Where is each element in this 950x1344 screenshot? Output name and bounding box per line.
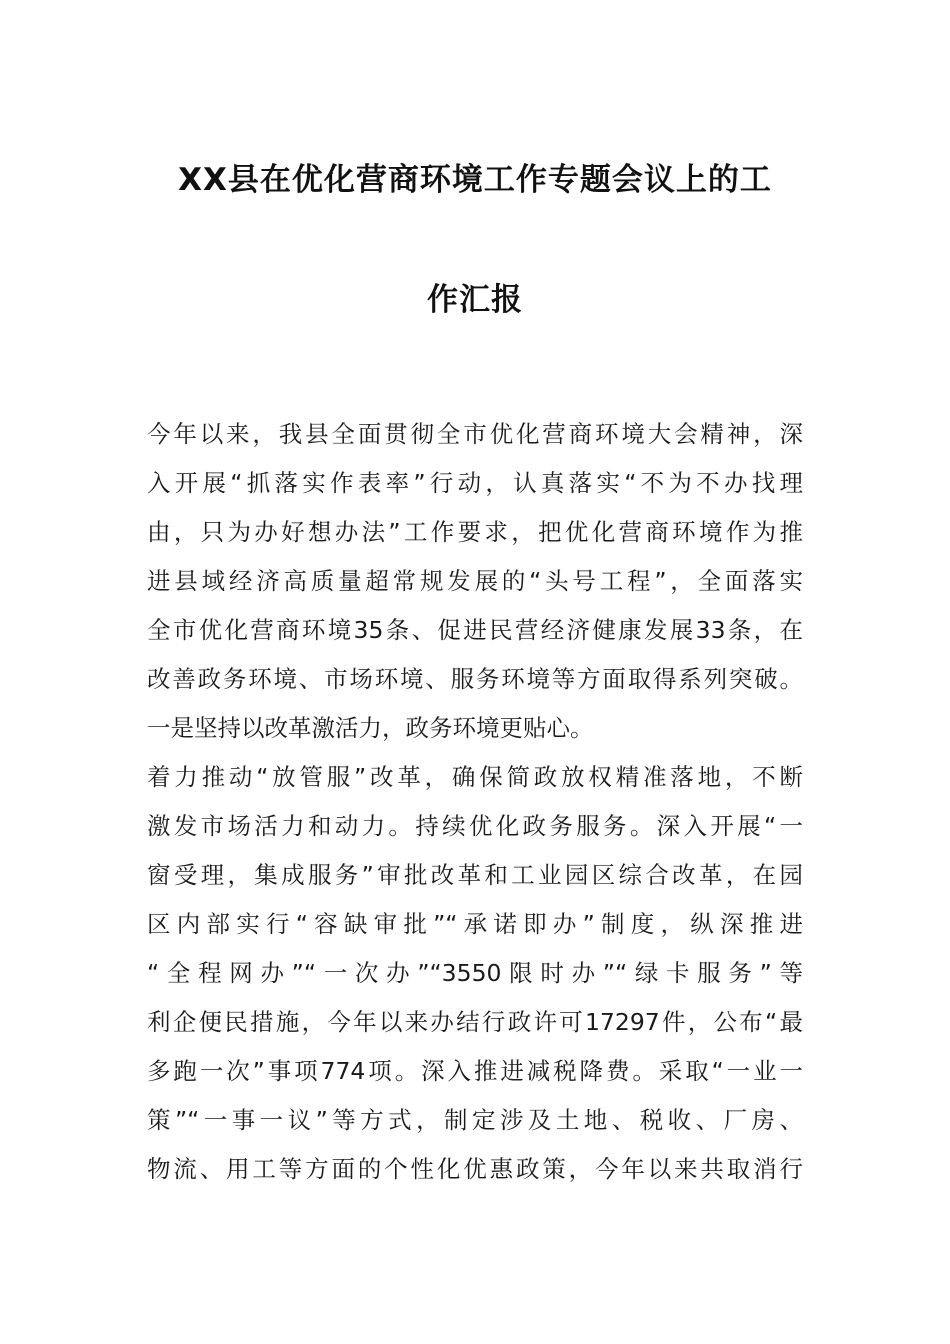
body-line: 由，只为办好想办法”工作要求，把优化营商环境作为推 bbox=[147, 518, 803, 546]
document-title-line-2: 作汇报 bbox=[427, 282, 523, 318]
body-line: 多跑一次”事项774项。深入推进减税降费。采取“一业一 bbox=[147, 1057, 803, 1085]
body-line: 今年以来，我县全面贯彻全市优化营商环境大会精神，深 bbox=[147, 420, 803, 448]
body-line: 利企便民措施，今年以来办结行政许可17297件，公布“最 bbox=[147, 1008, 803, 1036]
body-line: 进县域经济高质量超常规发展的“头号工程”，全面落实 bbox=[147, 567, 803, 595]
body-line: 物流、用工等方面的个性化优惠政策，今年以来共取消行 bbox=[147, 1155, 803, 1183]
body-line: 着力推动“放管服”改革，确保简政放权精准落地，不断 bbox=[147, 763, 803, 791]
body-line: 改善政务环境、市场环境、服务环境等方面取得系列突破。 bbox=[147, 665, 803, 693]
body-line: 全市优化营商环境35条、促进民营经济健康发展33条，在 bbox=[147, 616, 803, 644]
document-body bbox=[147, 410, 803, 1194]
document-title-line-1: XX县在优化营商环境工作专题会议上的工 bbox=[178, 162, 772, 198]
body-line: 区内部实行“容缺审批”“承诺即办”制度，纵深推进 bbox=[147, 910, 803, 938]
body-line: 一是坚持以改革激活力，政务环境更贴心。 bbox=[147, 714, 594, 742]
body-line: “全程网办”“一次办”“3550限时办”“绿卡服务”等 bbox=[147, 959, 803, 987]
body-line: 入开展“抓落实作表率”行动，认真落实“不为不办找理 bbox=[147, 469, 803, 497]
body-line: 策”“一事一议”等方式，制定涉及土地、税收、厂房、 bbox=[147, 1106, 803, 1134]
body-line: 窗受理，集成服务”审批改革和工业园区综合改革，在园 bbox=[147, 861, 803, 889]
body-line: 激发市场活力和动力。持续优化政务服务。深入开展“一 bbox=[147, 812, 803, 840]
